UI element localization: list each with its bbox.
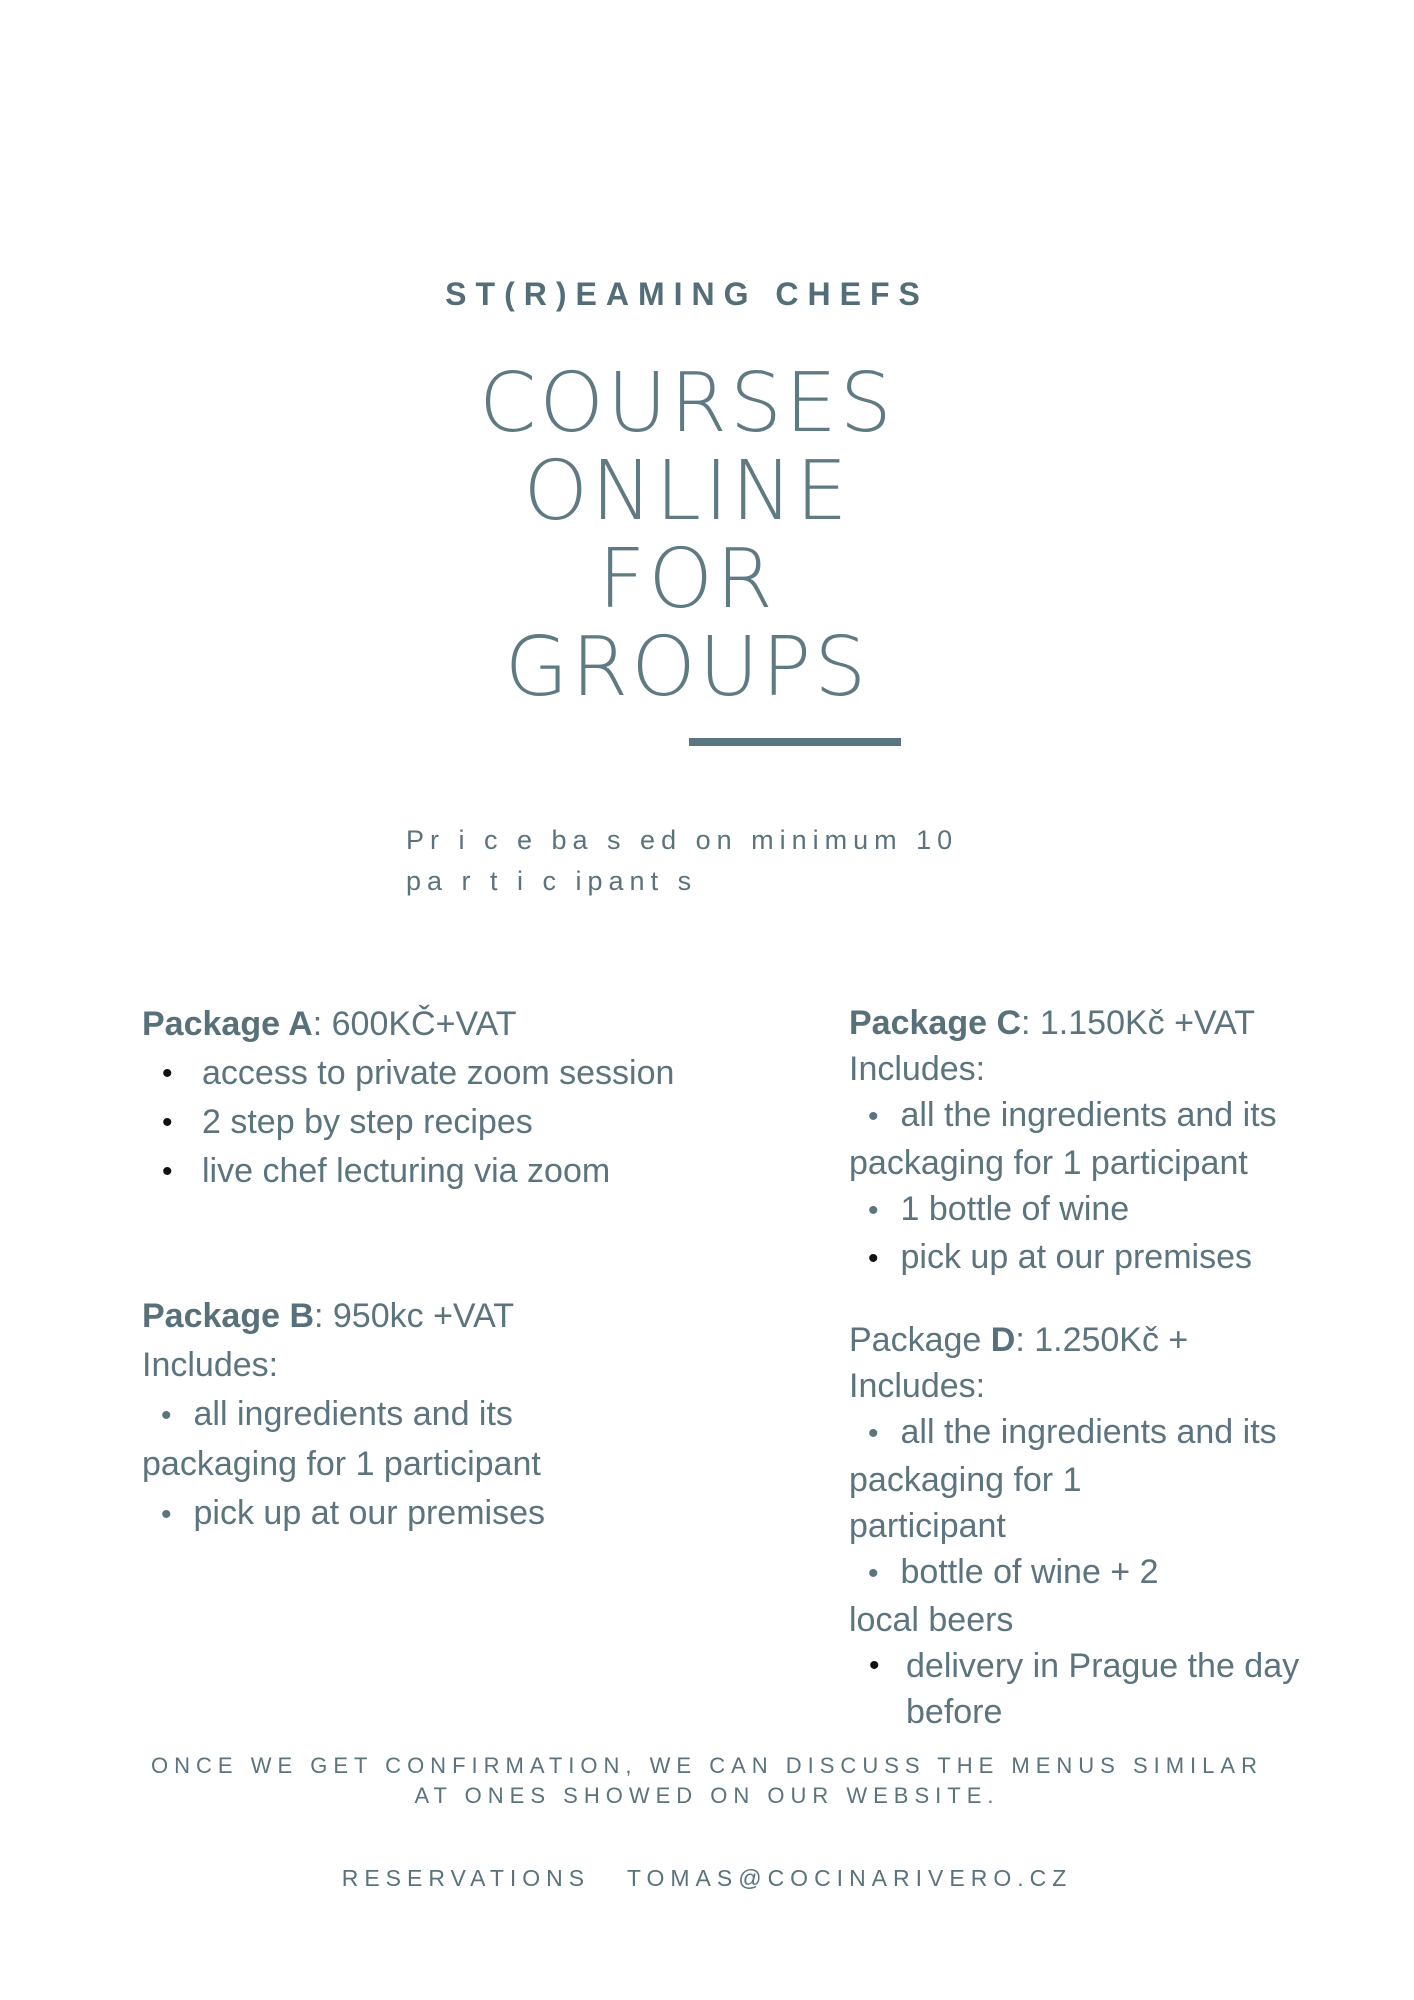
list-item: • live chef lecturing via zoom (142, 1147, 682, 1196)
headline-line: FOR (598, 532, 776, 627)
footer-note (0, 1751, 1414, 1811)
list-item-continuation: packaging for 1 participant (142, 1445, 541, 1483)
package-b-price: : 950kc +VAT (314, 1297, 514, 1335)
package-c-price: : 1.150Kč +VAT (1021, 1004, 1256, 1042)
package-c (849, 1000, 1329, 1282)
list-item-continuation: participant (849, 1507, 1006, 1545)
package-a-name: Package A (142, 1005, 313, 1043)
package-b (142, 1292, 702, 1539)
list-item: • all the ingredients and its (849, 1409, 1329, 1457)
package-b-name: Package B (142, 1297, 314, 1335)
package-a (142, 1000, 682, 1196)
footer-note-line: AT ONES SHOWED ON OUR WEBSITE. (414, 1783, 1000, 1808)
package-a-heading (142, 1000, 682, 1049)
list-item: • 1 bottle of wine (849, 1186, 1329, 1234)
list-item-continuation: packaging for 1 (849, 1461, 1082, 1499)
reservations-label: RESERVATIONS (341, 1865, 591, 1891)
list-item: • delivery in Prague the day before (849, 1643, 1329, 1735)
list-item-continuation: packaging for 1 participant (849, 1144, 1248, 1182)
footer-note-line: ONCE WE GET CONFIRMATION, WE CAN DISCUSS THE MENUS SIMILAR (151, 1753, 1263, 1778)
headline-line: GROUPS (504, 620, 870, 715)
package-a-price: : 600KČ+VAT (312, 1005, 517, 1043)
list-item: • access to private zoom session (142, 1049, 682, 1098)
package-a-items (142, 1049, 682, 1196)
page-headline (300, 356, 1074, 715)
list-item: • all ingredients and its (142, 1390, 702, 1440)
reservations-line (0, 1865, 1414, 1892)
package-c-heading (849, 1000, 1329, 1046)
package-c-includes: Includes: (849, 1050, 986, 1088)
list-item: • pick up at our premises (142, 1489, 702, 1539)
list-item: • pick up at our premises (849, 1234, 1329, 1282)
package-d-includes: Includes: (849, 1367, 986, 1405)
package-d-price: : 1.250Kč + (1015, 1321, 1189, 1359)
package-d-items (849, 1643, 1329, 1735)
price-note-line: pa r t i c ipant s (406, 866, 698, 896)
package-b-includes: Includes: (142, 1346, 279, 1384)
list-item: • bottle of wine + 2 (849, 1549, 1329, 1597)
headline-underline (689, 738, 901, 746)
list-item: • all the ingredients and its (849, 1092, 1329, 1140)
package-d-name-prefix: Package (849, 1321, 991, 1359)
brand-title: ST(R)EAMING CHEFS (445, 276, 929, 312)
package-b-heading (142, 1292, 702, 1341)
package-d-heading (849, 1317, 1329, 1363)
package-c-name: Package C (849, 1004, 1021, 1042)
package-d-letter: D (990, 1321, 1016, 1359)
reservations-email[interactable]: TOMAS@COCINARIVERO.CZ (626, 1865, 1073, 1891)
headline-line: COURSES (479, 356, 895, 451)
list-item-continuation: local beers (849, 1601, 1014, 1639)
price-note-line: Pr i c e ba s ed on minimum 10 (406, 825, 959, 855)
package-d (849, 1317, 1329, 1735)
headline-line: ONLINE (523, 444, 851, 539)
price-note (406, 820, 1046, 902)
list-item: • 2 step by step recipes (142, 1098, 682, 1147)
